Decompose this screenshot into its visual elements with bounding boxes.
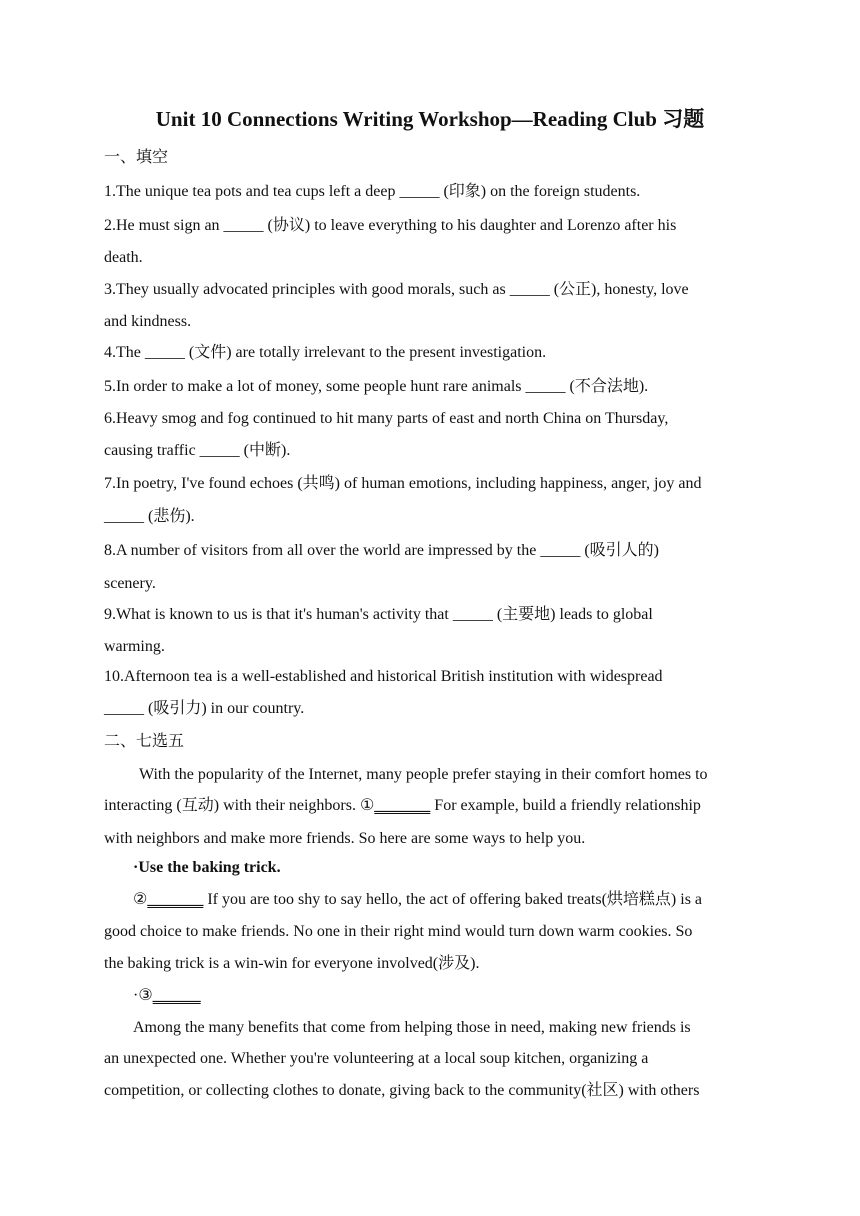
exercise-line: warming. bbox=[104, 638, 165, 655]
section-heading: 一、填空 bbox=[104, 149, 169, 166]
exercise-line: scenery. bbox=[104, 575, 156, 592]
answer-blank: _______ bbox=[147, 891, 204, 908]
exercise-line: 3.They usually advocated principles with good morals, such as _____ (公正), honesty, love bbox=[104, 281, 689, 298]
page-title: Unit 10 Connections Writing Workshop—Reading Club 习题 bbox=[155, 107, 705, 131]
passage-line: interacting (互动) with their neighbors. ①_______ For example, build a friendly relationship bbox=[104, 797, 701, 814]
exercise-line: causing traffic _____ (中断). bbox=[104, 442, 291, 459]
exercise-line: 7.In poetry, I've found echoes (共鸣) of human emotions, including happiness, anger, joy and bbox=[104, 475, 702, 492]
answer-blank: ______ bbox=[152, 987, 201, 1004]
exercise-line: 2.He must sign an _____ (协议) to leave everything to his daughter and Lorenzo after his bbox=[104, 217, 677, 234]
exercise-line: _____ (悲伤). bbox=[104, 508, 195, 525]
passage-line: With the popularity of the Internet, many people prefer staying in their comfort homes to bbox=[139, 766, 708, 783]
exercise-line: 8.A number of visitors from all over the world are impressed by the _____ (吸引人的) bbox=[104, 542, 660, 559]
passage-line: competition, or collecting clothes to donate, giving back to the community(社区) with others bbox=[104, 1082, 700, 1099]
exercise-line: 10.Afternoon tea is a well-established and historical British institution with widespread bbox=[104, 668, 663, 685]
passage-line: an unexpected one. Whether you're volunteering at a local soup kitchen, organizing a bbox=[104, 1050, 649, 1067]
exercise-line: 4.The _____ (文件) are totally irrelevant to the present investigation. bbox=[104, 344, 547, 361]
exercise-line: 5.In order to make a lot of money, some people hunt rare animals _____ (不合法地). bbox=[104, 378, 649, 395]
passage-line: the baking trick is a win-win for everyone involved(涉及). bbox=[104, 955, 480, 972]
subheading: ·③______ bbox=[133, 987, 201, 1004]
passage-line: ②_______ If you are too shy to say hello, the act of offering baked treats(烘培糕点) is a bbox=[133, 891, 703, 908]
subheading: ·Use the baking trick. bbox=[133, 859, 281, 876]
section-heading: 二、七选五 bbox=[104, 733, 185, 750]
exercise-line: 6.Heavy smog and fog continued to hit many parts of east and north China on Thursday, bbox=[104, 410, 669, 427]
passage-line: with neighbors and make more friends. So here are some ways to help you. bbox=[104, 830, 586, 847]
exercise-line: 9.What is known to us is that it's human's activity that _____ (主要地) leads to global bbox=[104, 606, 653, 623]
exercise-line: and kindness. bbox=[104, 313, 192, 330]
exercise-line: 1.The unique tea pots and tea cups left a deep _____ (印象) on the foreign students. bbox=[104, 183, 641, 200]
answer-blank: _______ bbox=[374, 797, 431, 814]
exercise-line: _____ (吸引力) in our country. bbox=[104, 700, 305, 717]
exercise-line: death. bbox=[104, 249, 143, 266]
passage-line: Among the many benefits that come from helping those in need, making new friends is bbox=[133, 1019, 691, 1036]
passage-line: good choice to make friends. No one in their right mind would turn down warm cookies. So bbox=[104, 923, 693, 940]
